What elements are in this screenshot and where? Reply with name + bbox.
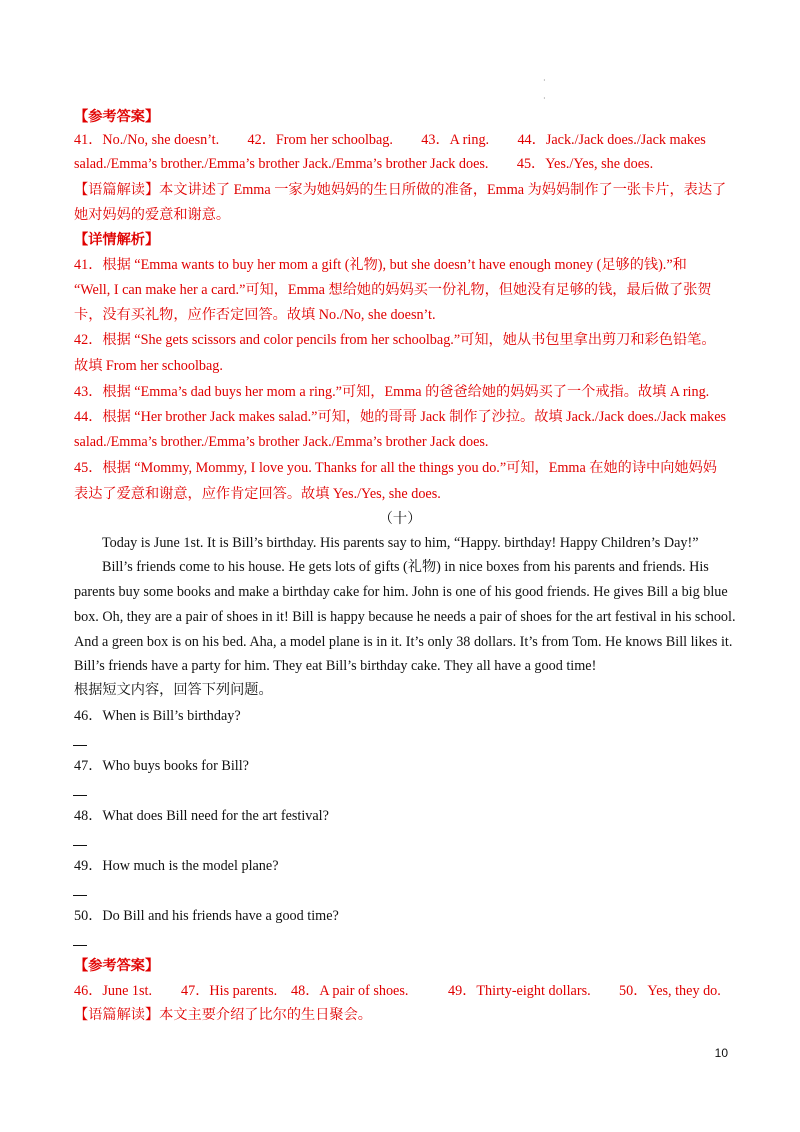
answer-blank: [73, 845, 87, 846]
passage-paragraph: Bill’s friends come to his house. He gets lots of gifts (礼物) in nice boxes from his parents and friends. His: [102, 559, 709, 575]
answer-49: 49．Thirty-eight dollars.: [448, 983, 591, 999]
question-46: 46．When is Bill’s birthday?: [74, 708, 241, 724]
answer-47: 47．His parents.: [181, 983, 278, 999]
reading-summary: 【语篇解读】本文主要介绍了比尔的生日聚会。: [74, 1007, 372, 1023]
margin-mark: ·: [543, 76, 546, 85]
answer-blank: [73, 945, 87, 946]
passage-line: Bill’s friends have a party for him. They eat Bill’s birthday cake. They all have a good time!: [74, 658, 597, 674]
passage-line: And a green box is on his bed. Aha, a model plane is in it. It’s only 38 dollars. It’s from Tom. He knows Bill likes it.: [74, 634, 733, 650]
detail-41: 卡，没有买礼物，应作否定回答。故填 No./No, she doesn’t.: [74, 307, 436, 323]
detail-44: 44．根据 “Her brother Jack makes salad.”可知，她的哥哥 Jack 制作了沙拉。故填 Jack./Jack does./Jack makes: [74, 409, 727, 425]
detail-41: 41．根据 “Emma wants to buy her mom a gift (礼物), but she doesn’t have enough money (足够的钱).”和: [74, 257, 687, 273]
answer-46: 46．June 1st.: [74, 983, 153, 999]
detail-43: 43．根据 “Emma’s dad buys her mom a ring.”可知，Emma 的爸爸给她的妈妈买了一个戒指。故填 A ring.: [74, 384, 710, 400]
answer-heading: 【参考答案】: [74, 958, 160, 974]
answers-line: 41．No./No, she doesn’t. 42．From her schoolbag. 43．A ring. 44．Jack./Jack does./Jack makes: [74, 132, 706, 148]
passage-line: box. Oh, they are a pair of shoes in it! Bill is happy because he needs a pair of shoes for the art festival in his school.: [74, 609, 736, 625]
detail-42: 故填 From her schoolbag.: [74, 358, 223, 374]
page-number: 10: [714, 1046, 728, 1060]
detail-42: 42．根据 “She gets scissors and color pencils from her schoolbag.”可知，她从书包里拿出剪刀和彩色铅笔。: [74, 332, 716, 348]
answer-50: 50．Yes, they do.: [619, 983, 721, 999]
instruction: 根据短文内容，回答下列问题。: [74, 682, 273, 698]
answers-line: salad./Emma’s brother./Emma’s brother Jack./Emma’s brother Jack does. 45．Yes./Yes, she does.: [74, 156, 654, 172]
answer-blank: [73, 795, 87, 796]
section-number: （十）: [378, 511, 422, 527]
answer-heading: 【参考答案】: [74, 109, 160, 125]
reading-summary: 她对妈妈的爱意和谢意。: [74, 207, 231, 223]
detail-41: “Well, I can make her a card.”可知，Emma 想给她的妈妈买一份礼物，但她没有足够的钱，最后做了张贺: [74, 282, 712, 298]
question-49: 49．How much is the model plane?: [74, 858, 279, 874]
detail-45: 表达了爱意和谢意，应作肯定回答。故填 Yes./Yes, she does.: [74, 486, 441, 502]
answer-48: 48．A pair of shoes.: [291, 983, 409, 999]
detail-45: 45．根据 “Mommy, Mommy, I love you. Thanks for all the things you do.”可知，Emma 在她的诗中向她妈妈: [74, 460, 717, 476]
question-47: 47．Who buys books for Bill?: [74, 758, 249, 774]
margin-mark: ·: [543, 94, 546, 103]
passage-line: parents buy some books and make a birthday cake for him. John is one of his good friends. He gives Bill a big blue: [74, 584, 728, 600]
question-50: 50．Do Bill and his friends have a good time?: [74, 908, 339, 924]
answer-blank: [73, 745, 87, 746]
reading-summary: 【语篇解读】本文讲述了 Emma 一家为她妈妈的生日所做的准备，Emma 为妈妈制作了一张卡片，表达了: [74, 182, 727, 198]
detail-heading: 【详情解析】: [74, 232, 160, 248]
answers-line: [74, 981, 728, 1001]
question-48: 48．What does Bill need for the art festival?: [74, 808, 329, 824]
detail-44: salad./Emma’s brother./Emma’s brother Jack./Emma’s brother Jack does.: [74, 434, 489, 450]
answer-blank: [73, 895, 87, 896]
passage-paragraph: Today is June 1st. It is Bill’s birthday. His parents say to him, “Happy. birthday! Happy Children’s Day!”: [102, 535, 699, 551]
